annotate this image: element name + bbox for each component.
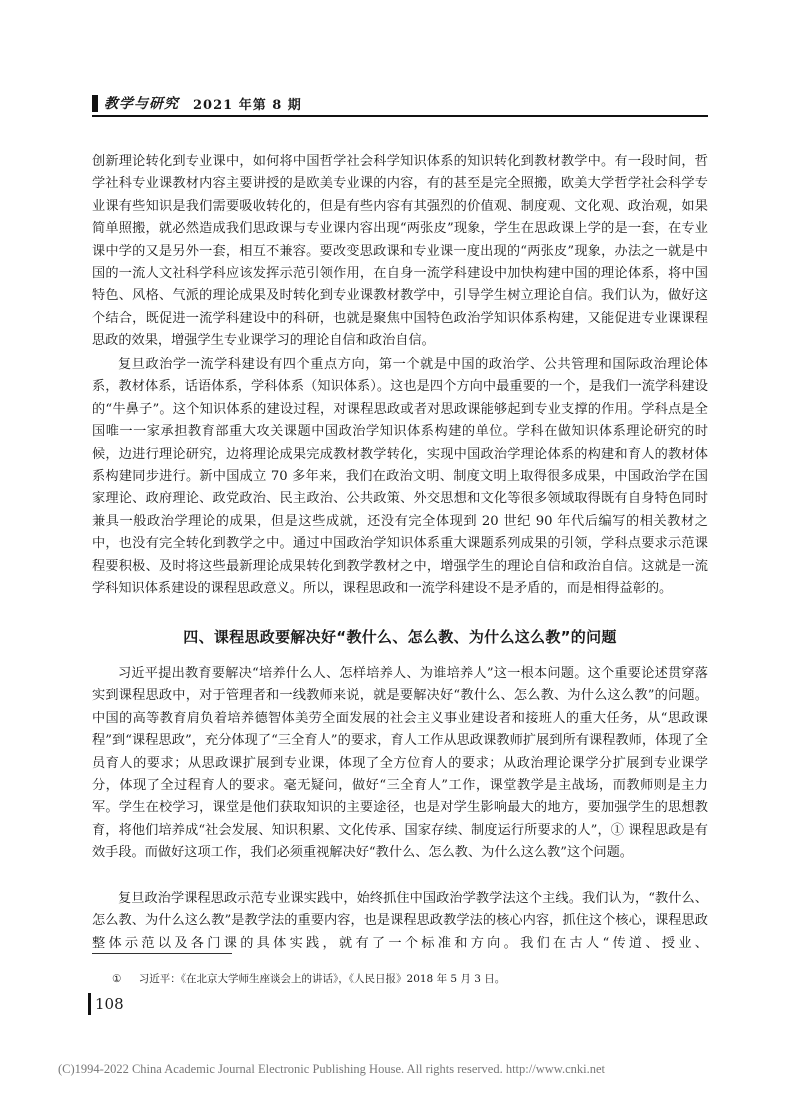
issue-label: 2021 年第 8 期 (193, 97, 302, 113)
running-header (92, 94, 302, 112)
body-paragraph-3 (92, 663, 708, 865)
header-divider (92, 115, 708, 117)
page-number-bar (88, 993, 91, 1015)
footnote (112, 971, 505, 986)
paragraph-text: 习近平提出教育要解决“培养什么人、怎样培养人、为谁培养人”这一根本问题。这个重要论述贯穿落实到课程思政中，对于管理者和一线教师来说，就是要解决好“教什么、怎么教、为什么这么教”的问题。中国的高等教育肩负着培养德智体美劳全面发展的社会主义事业建设者和接班人的重大任务，从“思政课程”到“课程思政”，充分体现了“三全育人”的要求，育人工作从思政课教师扩展到所有课程教师，体现了全员育人的要求；从思政课扩展到专业课，体现了全方位育人的要求；从政治理论课学分扩展到专业课学分，体现了全过程育人的要求。毫无疑问，做好“三全育人”工作，课堂教学是主战场，而教师则是主力军。学生在校学习，课堂是他们获取知识的主要途径，也是对学生影响最大的地方，要加强学生的思想教育，将他们培养成“社会发展、知识积累、文化传承、国家存续、制度运行所要求的人”，① 课程思政是有效手段。而做好这项工作，我们必须重视解决好“教什么、怎么教、为什么这么教”这个问题。 (92, 666, 708, 861)
copyright-notice: (C)1994-2022 China Academic Journal Electronic Publishing House. All rights reserved. http://www.cnki.net (58, 1062, 606, 1076)
body-paragraph-1 (92, 151, 708, 353)
journal-name: 教学与研究 (104, 96, 179, 112)
footnote-text: 习近平：《在北京大学师生座谈会上的讲话》，《人民日报》2018 年 5 月 3 日。 (138, 973, 506, 985)
page-number-block (88, 993, 124, 1015)
body-paragraph-2 (92, 354, 708, 600)
header-bar (92, 95, 98, 112)
footnote-divider (92, 953, 232, 954)
paragraph-text: 创新理论转化到专业课中，如何将中国哲学社会科学知识体系的知识转化到教材教学中。有一段时间，哲学社科专业课教材内容主要讲授的是欧美专业课的内容，有的甚至是完全照搬，欧美大学哲学社会科学专业课有些知识是我们需要吸收转化的，但是有些内容有其强烈的价值观、制度观、文化观、政治观，如果简单照搬，就必然造成我们思政课与专业课内容出现“两张皮”现象，学生在思政课上学的是一套，在专业课中学的又是另外一套，相互不兼容。要改变思政课和专业课一度出现的“两张皮”现象，办法之一就是中国的一流人文社科学科应该发挥示范引领作用，在自身一流学科建设中加快构建中国的理论体系，将中国特色、风格、气派的理论成果及时转化到专业课教材教学中，引导学生树立理论自信。我们认为，做好这个结合，既促进一流学科建设中的科研，也就是聚焦中国特色政治学知识体系构建，又能促进专业课课程思政的效果，增强学生专业课学习的理论自信和政治自信。 (92, 154, 708, 349)
paragraph-text: 复旦政治学一流学科建设有四个重点方向，第一个就是中国的政治学、公共管理和国际政治理论体系，教材体系，话语体系，学科体系（知识体系）。这也是四个方向中最重要的一个，是我们一流学科建设的“牛鼻子”。这个知识体系的建设过程，对课程思政或者对思政课能够起到专业支撑的作用。学科点是全国唯一一家承担教育部重大攻关课题中国政治学知识体系构建的单位。学科在做知识体系理论研究的时候，边进行理论研究，边将理论成果完成教材教学转化，实现中国政治学理论体系的构建和育人的教材体系构建同步进行。新中国成立 70 多年来，我们在政治文明、制度文明上取得很多成果，中国政治学在国家理论、政府理论、政党政治、民主政治、公共政策、外交思想和文化等很多领域取得既有自身特色同时兼具一般政治学理论的成果，但是这些成就，还没有完全体现到 20 世纪 90 年代后编写的相关教材之中，也没有完全转化到教学之中。通过中国政治学知识体系重大课题系列成果的引领，学科点要求示范课程要积极、及时将这些最新理论成果转化到教学教材之中，增强学生的理论自信和政治自信。这就是一流学科知识体系建设的课程思政意义。所以，课程思政和一流学科建设不是矛盾的，而是相得益彰的。 (92, 357, 708, 597)
page-number: 108 (95, 995, 124, 1013)
body-paragraph-4 (92, 888, 708, 955)
paragraph-text: 复旦政治学课程思政示范专业课实践中，始终抓住中国政治学教学法这个主线。我们认为，“教什么、怎么教、为什么这么教”是教学法的重要内容，也是课程思政教学法的核心内容，抓住这个核心，课程思政整体示范以及各门课的具体实践，就有了一个标准和方向。我们在古人“传道、授业、 (92, 891, 708, 951)
footnote-mark: ① (112, 973, 122, 985)
section-heading: 四、课程思政要解决好“教什么、怎么教、为什么这么教”的问题 (183, 628, 617, 646)
